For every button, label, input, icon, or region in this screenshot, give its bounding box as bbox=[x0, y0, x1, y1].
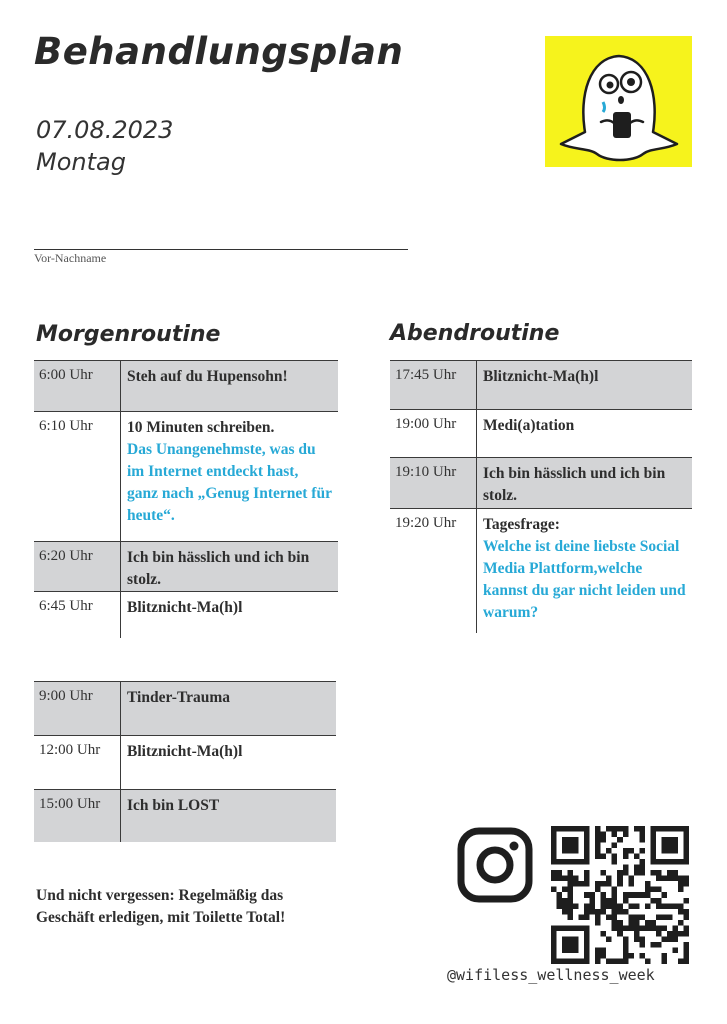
page-title: Behandlungsplan bbox=[34, 30, 404, 73]
table-row bbox=[34, 681, 336, 735]
name-label: Vor-Nachname bbox=[34, 251, 107, 265]
row-activity-text: Ich bin hässlich und ich bin stolz. bbox=[483, 465, 666, 504]
row-time: 19:20 Uhr bbox=[395, 515, 457, 531]
row-activity bbox=[120, 542, 338, 591]
row-time: 6:10 Uhr bbox=[39, 418, 93, 434]
row-time: 9:00 Uhr bbox=[39, 688, 93, 704]
table-row bbox=[34, 360, 338, 411]
table-row bbox=[34, 789, 336, 842]
row-activity: Ich bin LOST bbox=[120, 790, 336, 842]
row-activity-text: Blitznicht-Ma(h)l bbox=[483, 368, 599, 385]
table-row bbox=[34, 541, 338, 591]
row-time: 15:00 Uhr bbox=[39, 796, 101, 812]
row-activity-note: Welche ist deine liebste Social Media Plattform,welche kannst du gar nicht leiden und warum? bbox=[483, 538, 686, 621]
table-row bbox=[34, 411, 338, 541]
evening-routine-title: Abendroutine bbox=[390, 321, 560, 346]
instagram-icon[interactable] bbox=[457, 827, 533, 903]
reminder-text: Und nicht vergessen: Regelmäßig das Geschäft erledigen, mit Toilette Total! bbox=[36, 887, 286, 926]
row-activity bbox=[476, 509, 692, 633]
row-activity-text: Tagesfrage: bbox=[483, 516, 560, 533]
row-time: 6:00 Uhr bbox=[39, 367, 93, 383]
row-activity-text: Blitznicht-Ma(h)l bbox=[127, 599, 243, 616]
row-time: 6:20 Uhr bbox=[39, 548, 93, 564]
morning-routine-title: Morgenroutine bbox=[36, 322, 221, 347]
row-time: 12:00 Uhr bbox=[39, 742, 101, 758]
row-activity: Tinder-Trauma bbox=[120, 682, 336, 735]
row-time: 19:10 Uhr bbox=[395, 464, 457, 480]
plan-weekday: Montag bbox=[36, 148, 126, 176]
row-time: 19:00 Uhr bbox=[395, 416, 457, 432]
morning-schedule-table bbox=[34, 360, 338, 638]
daytime-schedule-table bbox=[34, 681, 336, 842]
table-row bbox=[34, 735, 336, 789]
evening-schedule-table bbox=[390, 360, 692, 633]
row-activity bbox=[120, 412, 338, 541]
table-row bbox=[390, 360, 692, 409]
row-activity-text: Ich bin hässlich und ich bin stolz. bbox=[127, 549, 310, 588]
row-activity-text: Medi(a)tation bbox=[483, 417, 575, 434]
qr-code[interactable] bbox=[551, 826, 689, 964]
table-row bbox=[390, 508, 692, 633]
table-row bbox=[390, 409, 692, 457]
ghost-logo bbox=[545, 36, 692, 167]
table-row bbox=[390, 457, 692, 508]
row-activity bbox=[120, 592, 338, 638]
name-signature-line[interactable] bbox=[34, 249, 408, 250]
table-row bbox=[34, 591, 338, 638]
row-time: 17:45 Uhr bbox=[395, 367, 457, 383]
plan-date: 07.08.2023 bbox=[36, 116, 174, 144]
instagram-handle[interactable]: @wifiless_wellness_week bbox=[447, 966, 655, 984]
row-activity-note: Das Unangenehmste, was du im Internet entdeckt hast, ganz nach „Genug Internet für heute“. bbox=[127, 441, 332, 524]
row-activity bbox=[476, 361, 692, 409]
row-activity bbox=[120, 361, 338, 411]
row-time: 6:45 Uhr bbox=[39, 598, 93, 614]
row-activity: Blitznicht-Ma(h)l bbox=[120, 736, 336, 789]
row-activity bbox=[476, 410, 692, 457]
ghost-icon bbox=[545, 36, 692, 167]
row-activity-text: 10 Minuten schreiben. bbox=[127, 419, 275, 436]
row-activity-text: Steh auf du Hupensohn! bbox=[127, 368, 288, 385]
row-activity bbox=[476, 458, 692, 508]
